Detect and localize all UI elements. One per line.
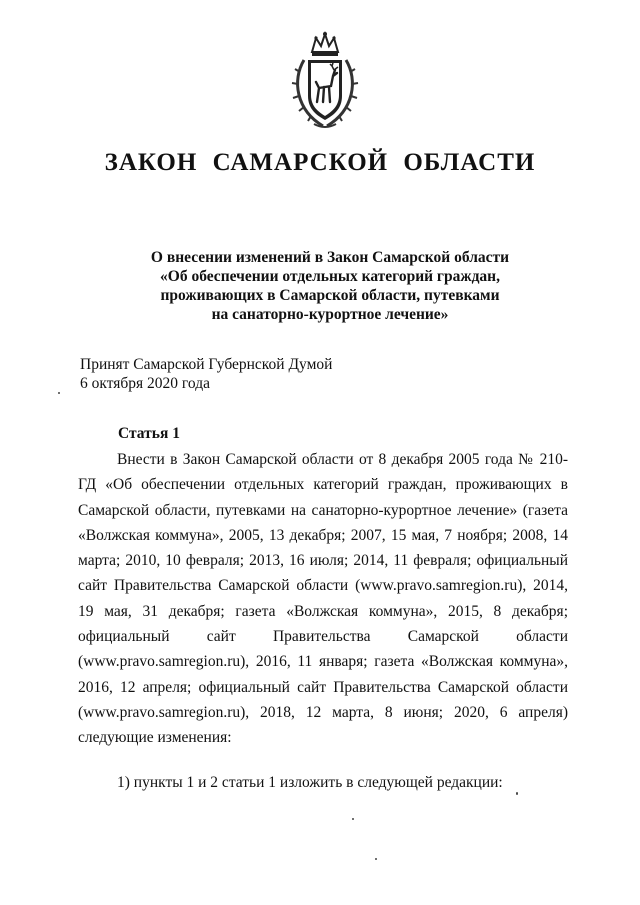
- samara-coat-of-arms-icon: [290, 30, 360, 130]
- scan-speck: [516, 792, 518, 795]
- subject-line: на санаторно-курортное лечение»: [211, 306, 449, 323]
- scan-speck: [352, 818, 354, 820]
- subject-line: «Об обеспечении отдельных категорий граждан,: [160, 268, 500, 285]
- subject-line: проживающих в Самарской области, путевками: [160, 287, 500, 304]
- subject-line: О внесении изменений в Закон Самарской области: [150, 249, 510, 266]
- adopted-date: 6 октября 2020 года: [80, 375, 210, 392]
- scan-speck: [375, 858, 377, 860]
- article-text: Внести в Закон Самарской области от 8 декабря 2005 года № 210-ГД «Об обеспечении отдельных категорий граждан, проживающих в Самарской области, путевками на санаторно-курортное лечение» (газета «Волжская коммуна», 2005, 13 декабря; 2007, 15 мая, 7 ноября; 2008, 14 марта; 2010, 10 февраля; 2013, 16 июля; 2014, 11 февраля; официальный сайт Правительства Самарской области (www.pravo.samregion.ru), 2014, 19 мая, 31 декабря; газета «Волжская коммуна», 2015, 8 декабря; официальный сайт Правительства Самарской области (www.pravo.samregion.ru), 2016, 11 января; газета «Волжская коммуна», 2016, 12 апреля; официальный сайт Правительства Самарской области (www.pravo.samregion.ru), 2018, 12 марта, 8 июня; 2020, 6 апреля) следующие изменения:: [78, 451, 568, 747]
- article-heading: Статья 1: [118, 425, 180, 442]
- adoption-info: [80, 355, 332, 393]
- law-subject: [110, 248, 550, 324]
- law-title: ЗАКОН САМАРСКОЙ ОБЛАСТИ: [104, 149, 536, 176]
- adopted-by: Принят Самарской Губернской Думой: [80, 356, 333, 373]
- scan-speck: [58, 392, 60, 394]
- amendment-item: 1) пункты 1 и 2 статьи 1 изложить в следующей редакции:: [117, 774, 503, 791]
